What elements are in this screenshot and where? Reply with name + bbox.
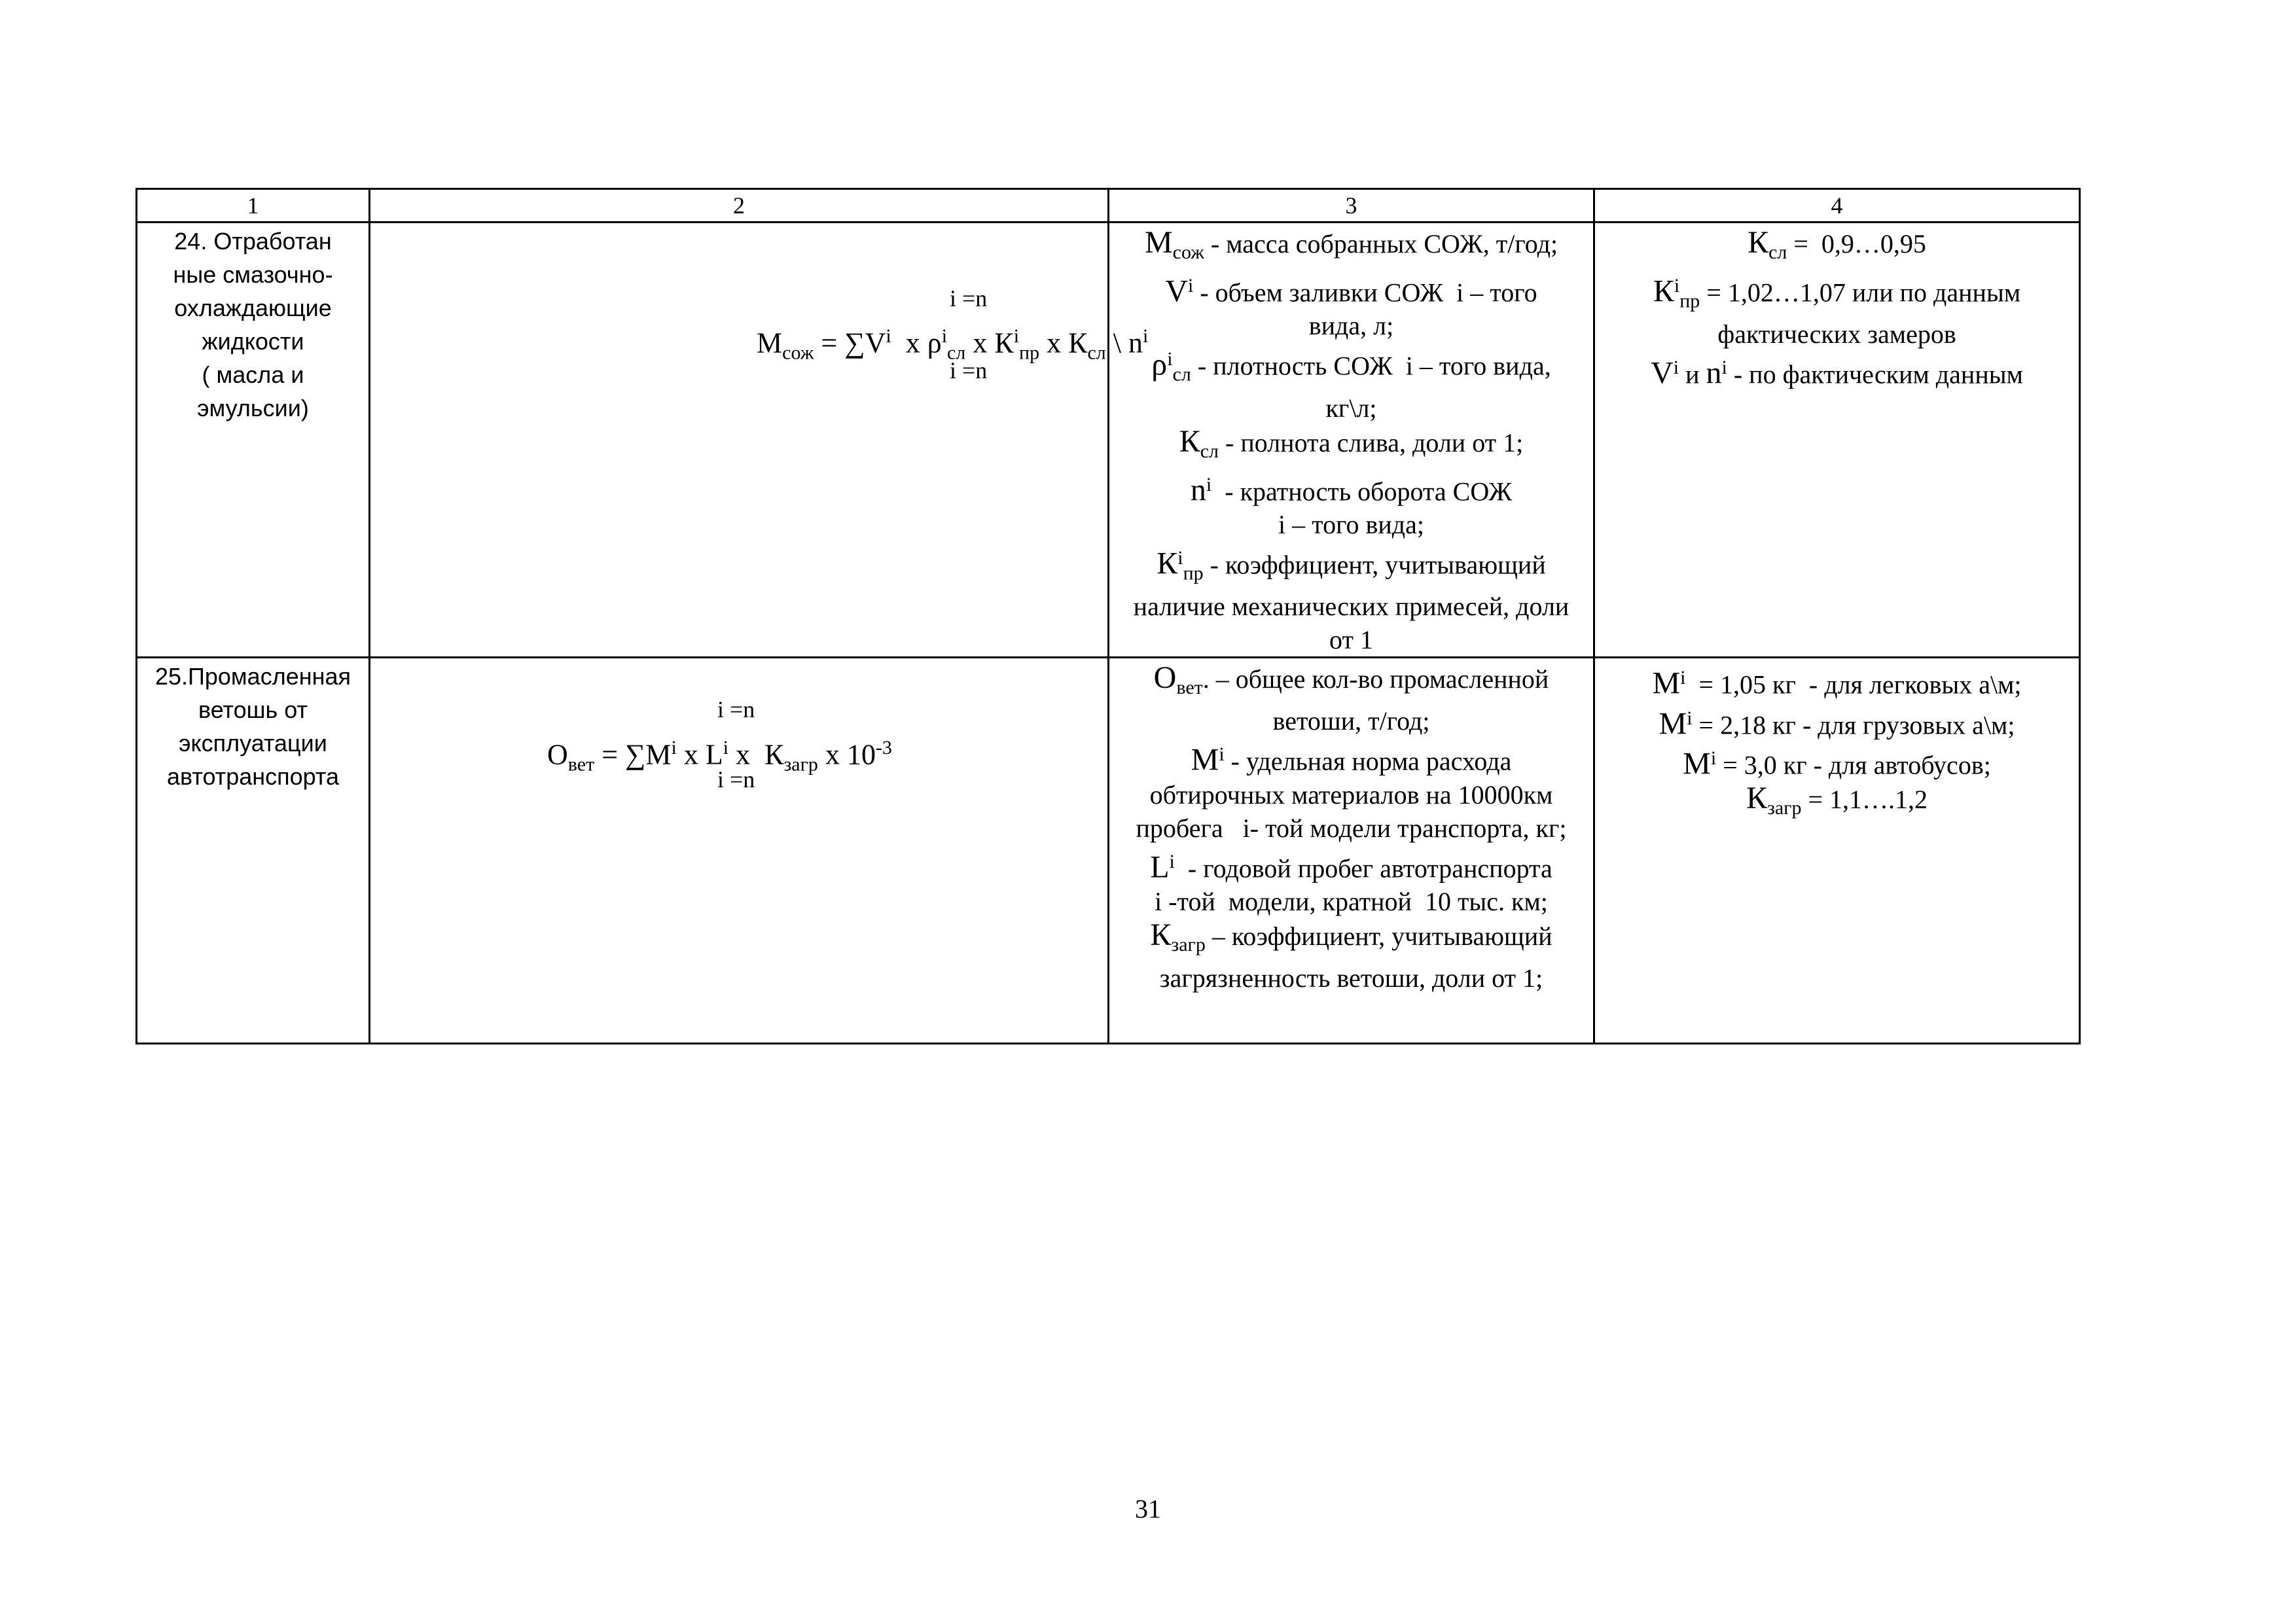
- value-line: $К^i_{пр}$ = 1,02…1,07 или по данным: [1653, 274, 2021, 312]
- name-line: эмульсии): [197, 395, 309, 421]
- sum-lower-limit: i =n: [950, 357, 988, 383]
- definition-line: обтирочных материалов на 10000км: [1149, 779, 1553, 810]
- name-line: жидкости: [202, 328, 304, 355]
- table-row: [137, 658, 2080, 1044]
- definition-line: $L^i$ - годовой пробег автотранспорта: [1150, 849, 1552, 884]
- definition-line: i – того вида;: [1278, 509, 1424, 539]
- table-row: [137, 223, 2080, 658]
- value-line: $V^i$ и $n^i$ - по фактическим данным: [1651, 355, 2023, 391]
- name-line: ветошь от: [198, 696, 308, 724]
- name-line: охлаждающие: [174, 294, 332, 321]
- definition-line: $М_{сож}$ - масса собранных СОЖ, т/год;: [1144, 225, 1558, 263]
- definition-line: $n^i$ - кратность оборота СОЖ: [1190, 472, 1513, 507]
- page-number: 31: [1135, 1494, 1161, 1524]
- sum-upper-limit: i =n: [950, 285, 988, 312]
- value-line: $К_{загр}$ = 1,1….1,2: [1746, 781, 1928, 819]
- definition-line: $О_{вет}$. – общее кол-во промасленной: [1153, 660, 1549, 699]
- name-line: 24. Отработан: [174, 228, 332, 255]
- name-line: эксплуатации: [179, 730, 327, 757]
- header-row: [137, 189, 2080, 223]
- definition-line: вида, л;: [1308, 311, 1394, 341]
- header-cell-3: 3: [1109, 189, 1594, 223]
- definition-line: $М^i$ - удельная норма расхода: [1191, 742, 1512, 777]
- data-table: [135, 188, 2081, 1044]
- name-line: автотранспорта: [167, 763, 339, 791]
- name-line: 25.Промасленная: [154, 663, 351, 690]
- definition-line: $\rho^i_{сл}$ - плотность СОЖ i – того вида,: [1151, 347, 1551, 385]
- sum-lower-limit: i =n: [717, 766, 755, 793]
- value-line: $М^i = 1,05$ кг - для легковых а\м;: [1652, 666, 2022, 701]
- definition-line: $V^i$ - объем заливки СОЖ i – того: [1165, 274, 1537, 309]
- definition-line: i -той модели, кратной 10 тыс. км;: [1155, 886, 1548, 916]
- value-line: $М^i = 3,0$ кг - для автобусов;: [1683, 746, 1991, 781]
- formula-cell: [370, 658, 1109, 1044]
- sum-upper-limit: i =n: [717, 696, 755, 723]
- row-name-cell: [137, 658, 370, 1044]
- definition-line: кг\л;: [1325, 393, 1377, 423]
- name-line: ( масла и: [202, 361, 304, 388]
- values-cell: [1594, 223, 2080, 658]
- name-line: ные смазочно-: [173, 261, 333, 288]
- definition-line: $К^i_{пр}$ - коэффициент, учитывающий: [1157, 546, 1546, 584]
- formula-text: $О_{вет} = \sum М^i$ x $L^i$ x $К_{загр}$ x $10^{-3}$: [547, 737, 892, 776]
- definition-line: от 1: [1329, 625, 1373, 655]
- definition-line: $К_{загр}$ – коэффициент, учитывающий: [1150, 917, 1552, 955]
- definition-line: ветоши, т/год;: [1272, 706, 1430, 736]
- definitions-cell: [1109, 223, 1594, 658]
- formula-cell: [370, 223, 1149, 658]
- header-cell-4: 4: [1594, 189, 2080, 223]
- definition-line: загрязненность ветоши, доли от 1;: [1159, 963, 1543, 993]
- header-cell-1: 1: [137, 189, 370, 223]
- values-cell: [1594, 658, 2080, 1044]
- value-line: $М^i = 2,18$ кг - для грузовых а\м;: [1659, 705, 2015, 741]
- definition-line: пробега i- той модели транспорта, кг;: [1136, 813, 1567, 843]
- formula-text: $М_{сож} = \sum V^i$ x $\rho^i_{сл}$ x $К^i_{пр}$ x $К_{сл}$ \ $n^i$: [757, 325, 1149, 364]
- row-name-cell: [137, 223, 370, 658]
- definitions-cell: [1109, 658, 1594, 1044]
- definition-line: наличие механических примесей, доли: [1133, 592, 1570, 622]
- header-cell-2: 2: [370, 189, 1109, 223]
- value-line: фактических замеров: [1717, 319, 1956, 349]
- definition-line: $К_{сл}$ - полнота слива, доли от 1;: [1179, 423, 1524, 462]
- value-line: $К_{сл}$ = 0,9…0,95: [1748, 225, 1926, 263]
